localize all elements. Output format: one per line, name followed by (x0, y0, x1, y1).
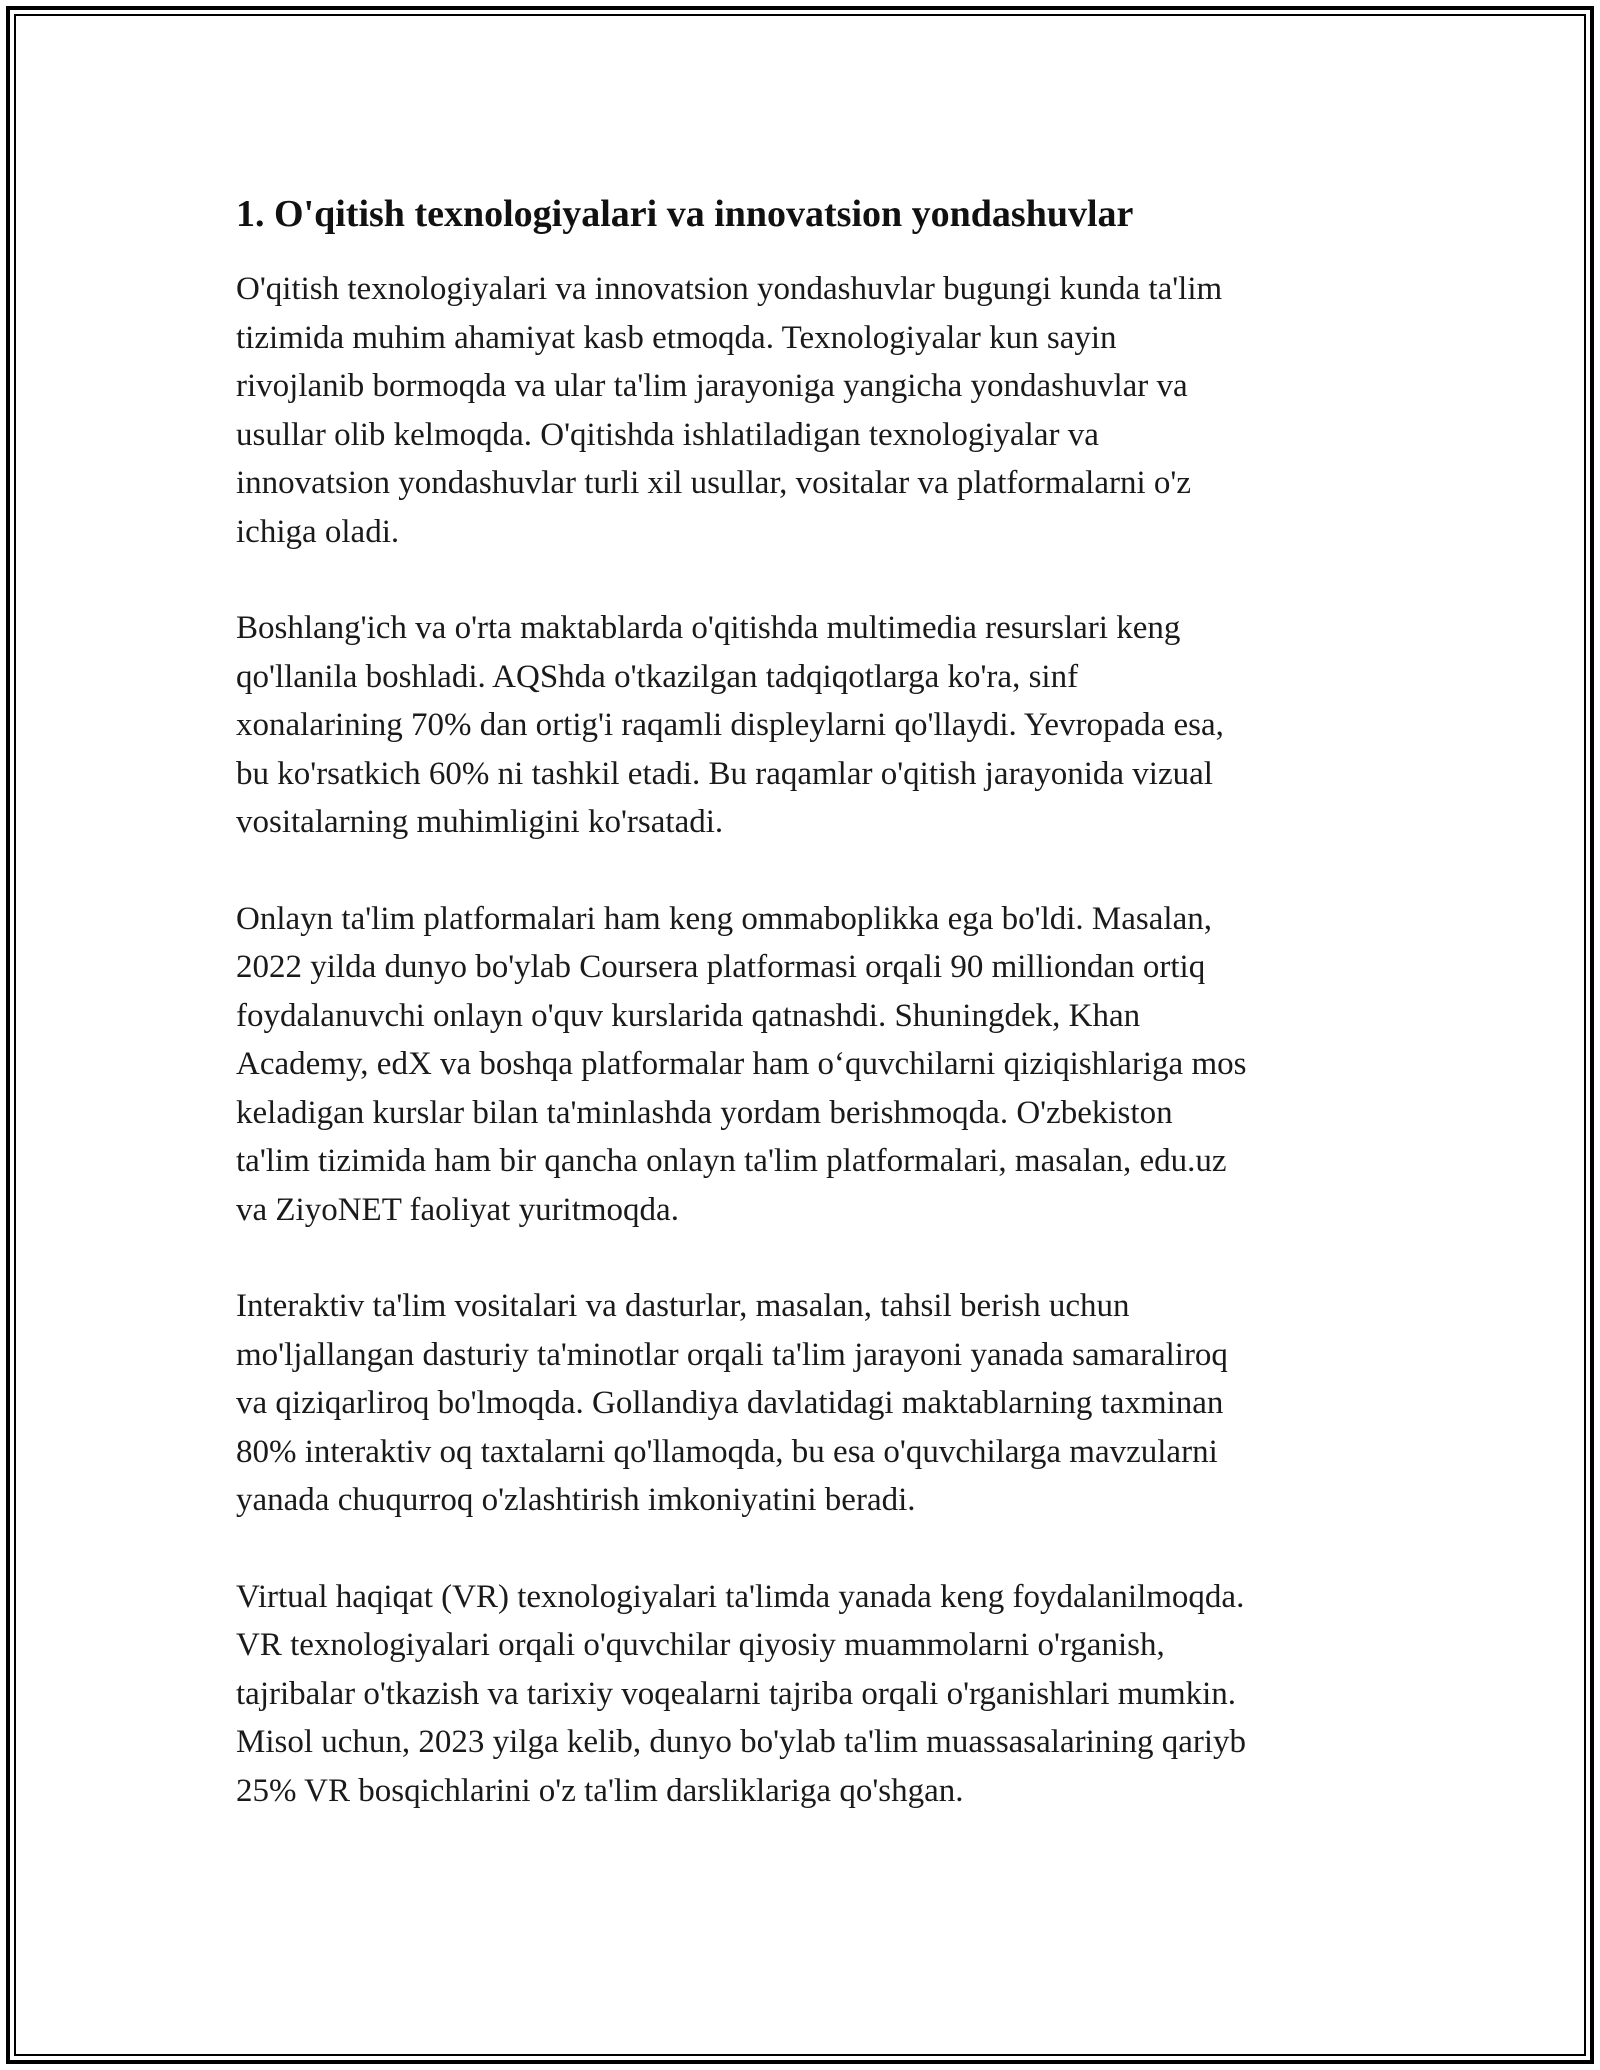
text-line: va qiziqarliroq bo'lmoqda. Gollandiya davlatidagi maktablarning taxminan (236, 1385, 1224, 1421)
text-line: tizimida muhim ahamiyat kasb etmoqda. Texnologiyalar kun sayin (236, 319, 1117, 356)
text-line: Onlayn ta'lim platformalari ham keng ommaboplikka ega bo'ldi. Masalan, (236, 900, 1212, 937)
text-line: tajribalar o'tkazish va tarixiy voqealarni tajriba orqali o'rganishlari mumkin. (236, 1675, 1237, 1712)
text-line: 2022 yilda dunyo bo'ylab Coursera platformasi orqali 90 milliondan ortiq (236, 949, 1206, 985)
text-line: bu ko'rsatkich 60% ni tashkil etadi. Bu raqamlar o'qitish jarayonida vizual (236, 755, 1213, 792)
text-line: Interaktiv ta'lim vositalari va dasturlar, masalan, tahsil berish uchun (236, 1288, 1130, 1324)
text-line: xonalarining 70% dan ortig'i raqamli displeylarni qo'llaydi. Yevropada esa, (236, 707, 1224, 743)
text-line: qo'llanila boshladi. AQShda o'tkazilgan tadqiqotlarga ko'ra, sinf (236, 658, 1079, 695)
text-line: O'qitish texnologiyalari va innovatsion yondashuvlar bugungi kunda ta'lim (236, 271, 1223, 307)
text-line: VR texnologiyalari orqali o'quvchilar qiyosiy muammolarni o'rganish, (236, 1627, 1165, 1663)
text-line: mo'ljallangan dasturiy ta'minotlar orqali ta'lim jarayoni yanada samaraliroq (236, 1336, 1228, 1373)
text-line: Boshlang'ich va o'rta maktablarda o'qitishda multimedia resurslari keng (236, 610, 1181, 646)
text-line: ta'lim tizimida ham bir qancha onlayn ta'lim platformalari, masalan, edu.uz (236, 1143, 1227, 1179)
section-heading: 1. O'qitish texnologiyalari va innovatsion yondashuvlar (236, 193, 1134, 235)
text-line: Virtual haqiqat (VR) texnologiyalari ta'limda yanada keng foydalanilmoqda. (236, 1578, 1245, 1615)
text-line: usullar olib kelmoqda. O'qitishda ishlatiladigan texnologiyalar va (236, 416, 1099, 453)
paragraph-virtual-reality (236, 1573, 1386, 1816)
paragraph-online-platforms (236, 895, 1386, 1235)
text-line: ichiga oladi. (236, 513, 400, 550)
text-line: 80% interaktiv oq taxtalarni qo'llamoqda, bu esa o'quvchilarga mavzularni (236, 1433, 1218, 1470)
text-line: Misol uchun, 2023 yilga kelib, dunyo bo'ylab ta'lim muassasalarining qariyb (236, 1724, 1246, 1760)
text-line: va ZiyoNET faoliyat yuritmoqda. (236, 1191, 679, 1228)
text-line: rivojlanib bormoqda va ular ta'lim jarayoniga yangicha yondashuvlar va (236, 368, 1188, 404)
paragraph-interactive-tools (236, 1282, 1386, 1525)
text-line: foydalanuvchi onlayn o'quv kurslarida qatnashdi. Shuningdek, Khan (236, 997, 1141, 1034)
text-line: Academy, edX va boshqa platformalar ham o‘quvchilarni qiziqishlariga mos (236, 1046, 1247, 1082)
text-line: keladigan kurslar bilan ta'minlashda yordam berishmoqda. O'zbekiston (236, 1094, 1173, 1131)
text-line: 25% VR bosqichlarini o'z ta'lim darsliklariga qo'shgan. (236, 1772, 964, 1809)
paragraph-intro (236, 265, 1386, 556)
paragraph-multimedia (236, 604, 1386, 847)
text-line: yanada chuqurroq o'zlashtirish imkoniyatini beradi. (236, 1482, 916, 1518)
text-line: innovatsion yondashuvlar turli xil usullar, vositalar va platformalarni o'z (236, 465, 1191, 501)
text-line: vositalarning muhimligini ko'rsatadi. (236, 804, 724, 840)
document-body (236, 185, 1386, 1863)
